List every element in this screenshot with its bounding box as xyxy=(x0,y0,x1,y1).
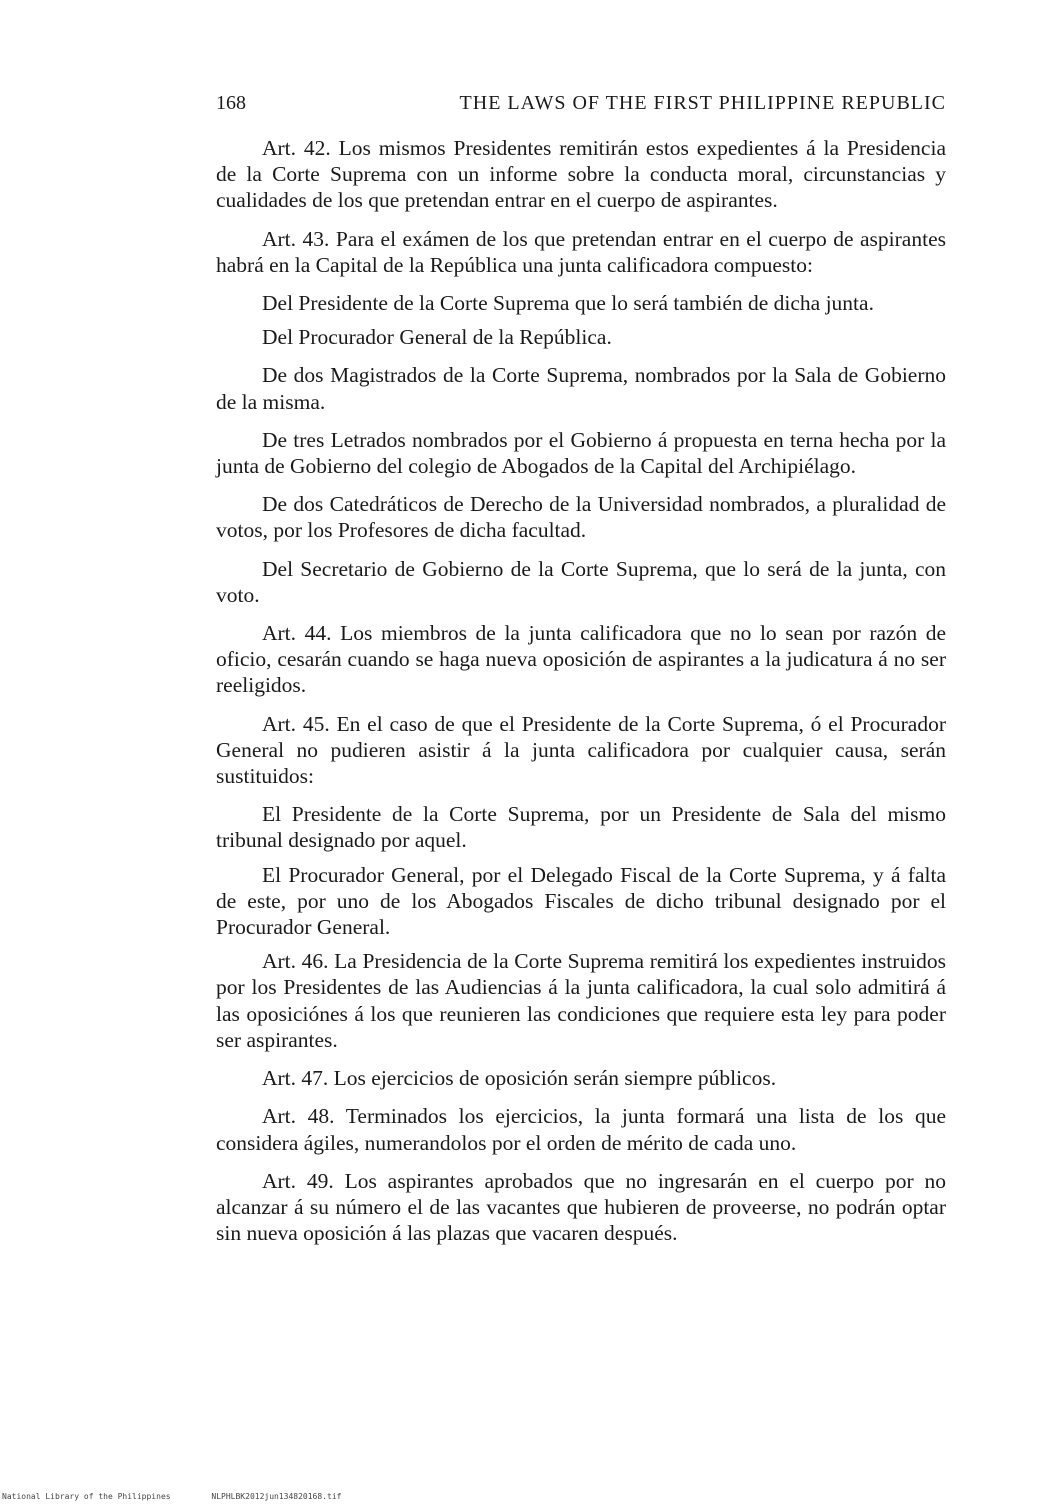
paragraph-art-49: Art. 49. Los aspirantes aprobados que no ingresarán en el cuerpo por no alcanzar á su número el de las vacantes que hubieren de proveerse, no podrán optar sin nueva oposición á las plazas que vacaren después. xyxy=(216,1168,946,1246)
paragraph-junta-secretario: Del Secretario de Gobierno de la Corte Suprema, que lo será de la junta, con voto. xyxy=(216,556,946,607)
paragraph-junta-letrados: De tres Letrados nombrados por el Gobierno á propuesta en terna hecha por la junta de Gobierno del colegio de Abogados de la Capital del Archipiélago. xyxy=(216,427,946,479)
paragraph-junta-catedraticos: De dos Catedráticos de Derecho de la Universidad nombrados, a pluralidad de votos, por los Profesores de dicha facultad. xyxy=(216,492,946,543)
paragraph-art-46: Art. 46. La Presidencia de la Corte Suprema remitirá los expedientes instruidos por los Presidentes de las Audiencias á la junta calificadora, la cual solo admitirá á las oposiciónes á los que reunieren las condiciones que requiere esta ley para poder ser aspirantes. xyxy=(216,949,946,1052)
paragraph-junta-magistrados: De dos Magistrados de la Corte Suprema, nombrados por la Sala de Gobierno de la misma. xyxy=(216,363,946,414)
paragraph-sustituto-presidente: El Presidente de la Corte Suprema, por un Presidente de Sala del mismo tribunal designado por aquel. xyxy=(216,802,946,853)
paragraph-art-43: Art. 43. Para el exámen de los que pretendan entrar en el cuerpo de aspirantes habrá en la Capital de la República una junta calificadora compuesto: xyxy=(216,226,946,277)
paragraph-art-45: Art. 45. En el caso de que el Presidente de la Corte Suprema, ó el Procurador General no pudieren asistir á la junta calificadora por cualquier causa, serán sustituidos: xyxy=(216,711,946,789)
library-credit: National Library of the Philippines xyxy=(2,1492,171,1501)
file-id: NLPHLBK2012jun134820168.tif xyxy=(211,1492,342,1501)
paragraph-art-48: Art. 48. Terminados los ejercicios, la junta formará una lista de los que considera ágiles, numerandolos por el orden de mérito de cada uno. xyxy=(216,1104,946,1155)
paragraph-art-42: Art. 42. Los mismos Presidentes remitirán estos expedientes á la Presidencia de la Corte Suprema con un informe sobre la conducta moral, circunstancias y cualidades de los que pretendan entrar en el cuerpo de aspirantes. xyxy=(216,136,946,213)
body-text xyxy=(216,135,946,1246)
scan-footer xyxy=(2,1492,377,1501)
running-title: THE LAWS OF THE FIRST PHILIPPINE REPUBLIC xyxy=(459,92,946,114)
page-header xyxy=(216,92,946,115)
paragraph-junta-procurador: Del Procurador General de la República. xyxy=(262,325,612,350)
paragraph-sustituto-procurador: El Procurador General, por el Delegado Fiscal de la Corte Suprema, y á falta de este, por uno de los Abogados Fiscales de dicho tribunal designado por el Procurador General. xyxy=(216,862,946,940)
paragraph-art-47: Art. 47. Los ejercicios de oposición serán siempre públicos. xyxy=(262,1066,777,1091)
paragraph-junta-president: Del Presidente de la Corte Suprema que lo será también de dicha junta. xyxy=(262,291,874,316)
page-number: 168 xyxy=(216,92,246,114)
paragraph-art-44: Art. 44. Los miembros de la junta calificadora que no lo sean por razón de oficio, cesarán cuando se haga nueva oposición de aspirantes a la judicatura á no ser reeligidos. xyxy=(216,621,946,698)
document-page xyxy=(216,92,946,1258)
